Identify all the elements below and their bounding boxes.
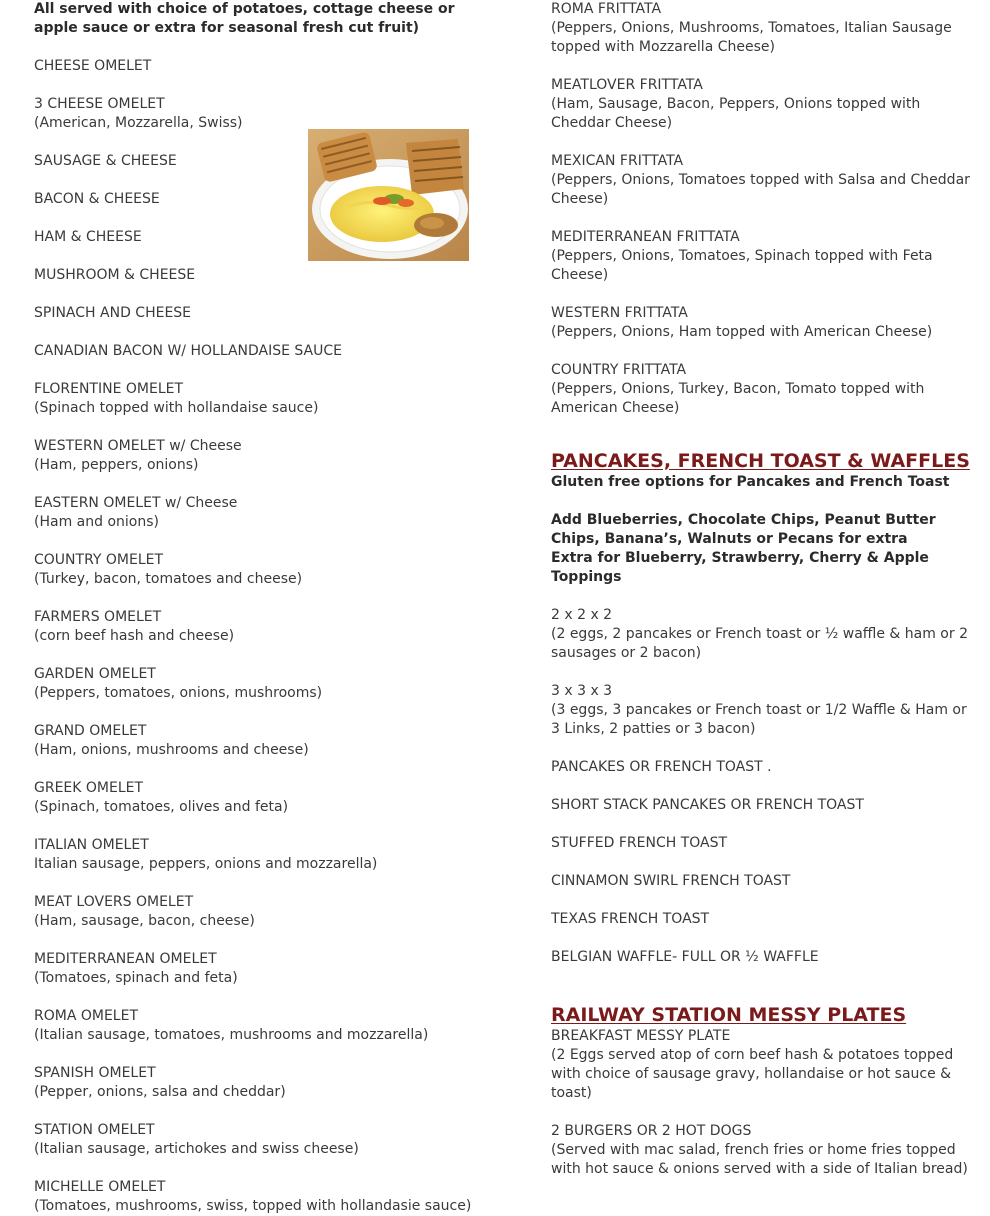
omelet-item-name: WESTERN OMELET w/ Cheese — [34, 438, 242, 454]
add-toppings-note: Add Blueberries, Chocolate Chips, Peanut Butter Chips, Banana’s, Walnuts or Pecans for extra — [551, 512, 941, 547]
omelet-item-description: (Peppers, tomatoes, onions, mushrooms) — [34, 685, 323, 701]
omelet-item-name: FARMERS OMELET — [34, 609, 162, 625]
messy-plate-item-name: 2 BURGERS OR 2 HOT DOGS — [551, 1123, 752, 1139]
omelet-item-name: 3 CHEESE OMELET — [34, 96, 165, 112]
omelet-item-name: CANADIAN BACON W/ HOLLANDAISE SAUCE — [34, 343, 343, 359]
omelet-item-name: ITALIAN OMELET — [34, 837, 149, 853]
frittata-item-description: (Ham, Sausage, Bacon, Peppers, Onions topped with Cheddar Cheese) — [551, 96, 925, 131]
omelet-item-description: (Tomatoes, mushrooms, swiss, topped with hollandasie sauce) — [34, 1198, 472, 1214]
frittata-item-description: (Peppers, Onions, Turkey, Bacon, Tomato topped with American Cheese) — [551, 381, 929, 416]
omelet-item-description: (Pepper, onions, salsa and cheddar) — [34, 1084, 286, 1100]
omelet-item-name: COUNTRY OMELET — [34, 552, 164, 568]
frittata-item-name: MEATLOVER FRITTATA — [551, 77, 703, 93]
omelet-item-name: GREEK OMELET — [34, 780, 144, 796]
omelet-item-name: FLORENTINE OMELET — [34, 381, 184, 397]
pancake-list — [551, 606, 971, 967]
messy-plates-list — [551, 1027, 971, 1179]
omelet-item-name: SAUSAGE & CHEESE — [34, 153, 177, 169]
pancake-item-name: PANCAKES OR FRENCH TOAST . — [551, 759, 772, 775]
frittata-item-description: (Peppers, Onions, Ham topped with American Cheese) — [551, 324, 933, 340]
frittata-list — [551, 0, 975, 418]
frittata-item-name: WESTERN FRITTATA — [551, 305, 688, 321]
omelet-item-description: (American, Mozzarella, Swiss) — [34, 115, 243, 131]
omelet-item-description: (Spinach topped with hollandaise sauce) — [34, 400, 319, 416]
gluten-free-note: Gluten free options for Pancakes and French Toast — [551, 474, 950, 490]
omelet-item-name: GARDEN OMELET — [34, 666, 156, 682]
omelet-item-name: SPANISH OMELET — [34, 1065, 156, 1081]
omelet-item-description: (Spinach, tomatoes, olives and feta) — [34, 799, 289, 815]
omelet-photo — [308, 129, 469, 261]
frittata-item-name: MEDITERRANEAN FRITTATA — [551, 229, 740, 245]
pancake-item-description: (2 eggs, 2 pancakes or French toast or ½ waffle & ham or 2 sausages or 2 bacon) — [551, 626, 973, 661]
messy-plates-heading: RAILWAY STATION MESSY PLATES — [551, 1004, 907, 1026]
omelet-item-name: ROMA OMELET — [34, 1008, 138, 1024]
omelet-item-description: (Ham, onions, mushrooms and cheese) — [34, 742, 309, 758]
omelet-item-name: HAM & CHEESE — [34, 229, 142, 245]
pancake-item-name: CINNAMON SWIRL FRENCH TOAST — [551, 873, 791, 889]
frittata-item-description: (Peppers, Onions, Tomatoes topped with Salsa and Cheddar Cheese) — [551, 172, 975, 207]
messy-plate-item-name: BREAKFAST MESSY PLATE — [551, 1028, 731, 1044]
omelet-item-description: (Ham, sausage, bacon, cheese) — [34, 913, 255, 929]
omelet-item-name: MEDITERRANEAN OMELET — [34, 951, 217, 967]
pancake-item-name: SHORT STACK PANCAKES OR FRENCH TOAST — [551, 797, 864, 813]
pancake-item-name: 3 x 3 x 3 — [551, 683, 613, 699]
omelet-item-description: (Turkey, bacon, tomatoes and cheese) — [34, 571, 303, 587]
messy-plate-item-description: (Served with mac salad, french fries or home fries topped with hot sauce & onions served with a side of Italian bread) — [551, 1142, 968, 1177]
omelet-item-description: (Ham, peppers, onions) — [34, 457, 199, 473]
omelet-item-name: MEAT LOVERS OMELET — [34, 894, 194, 910]
omelet-item-name: BACON & CHEESE — [34, 191, 160, 207]
pancake-item-name: TEXAS FRENCH TOAST — [551, 911, 710, 927]
pancake-item-description: (3 eggs, 3 pancakes or French toast or 1/2 Waffle & Ham or 3 Links, 2 patties or 3 bacon) — [551, 702, 972, 737]
frittata-item-name: MEXICAN FRITTATA — [551, 153, 684, 169]
messy-plate-item-description: (2 Eggs served atop of corn beef hash & potatoes topped with choice of sausage gravy, hollandaise or hot sauce & toast) — [551, 1047, 958, 1101]
omelet-item-name: GRAND OMELET — [34, 723, 147, 739]
frittata-item-description: (Peppers, Onions, Tomatoes, Spinach topped with Feta Cheese) — [551, 248, 938, 283]
omelet-item-description: Italian sausage, peppers, onions and mozzarella) — [34, 856, 378, 872]
omelet-item-description: (Tomatoes, spinach and feta) — [34, 970, 238, 986]
frittata-item-name: ROMA FRITTATA — [551, 1, 662, 17]
omelet-item-name: EASTERN OMELET w/ Cheese — [34, 495, 238, 511]
pancake-item-name: BELGIAN WAFFLE- FULL OR ½ WAFFLE — [551, 949, 819, 965]
omelet-item-name: MICHELLE OMELET — [34, 1179, 166, 1195]
omelet-item-description: (corn beef hash and cheese) — [34, 628, 235, 644]
omelet-item-description: (Italian sausage, artichokes and swiss cheese) — [34, 1141, 359, 1157]
omelet-item-name: STATION OMELET — [34, 1122, 155, 1138]
omelet-item-name: CHEESE OMELET — [34, 58, 152, 74]
frittata-item-name: COUNTRY FRITTATA — [551, 362, 687, 378]
extra-toppings-note: Extra for Blueberry, Strawberry, Cherry & Apple Toppings — [551, 550, 934, 585]
pancakes-heading: PANCAKES, FRENCH TOAST & WAFFLES — [551, 450, 970, 472]
omelet-item-description: (Ham and onions) — [34, 514, 159, 530]
omelet-item-description: (Italian sausage, tomatoes, mushrooms and mozzarella) — [34, 1027, 429, 1043]
frittata-item-description: (Peppers, Onions, Mushrooms, Tomatoes, Italian Sausage topped with Mozzarella Cheese) — [551, 20, 957, 55]
pancake-item-name: 2 x 2 x 2 — [551, 607, 613, 623]
omelet-item-name: SPINACH AND CHEESE — [34, 305, 192, 321]
right-column — [551, 0, 975, 1179]
omelet-item-name: MUSHROOM & CHEESE — [34, 267, 196, 283]
pancake-item-name: STUFFED FRENCH TOAST — [551, 835, 728, 851]
omelet-intro-note: All served with choice of potatoes, cottage cheese or apple sauce or extra for seasonal fresh cut fruit) — [34, 1, 460, 36]
